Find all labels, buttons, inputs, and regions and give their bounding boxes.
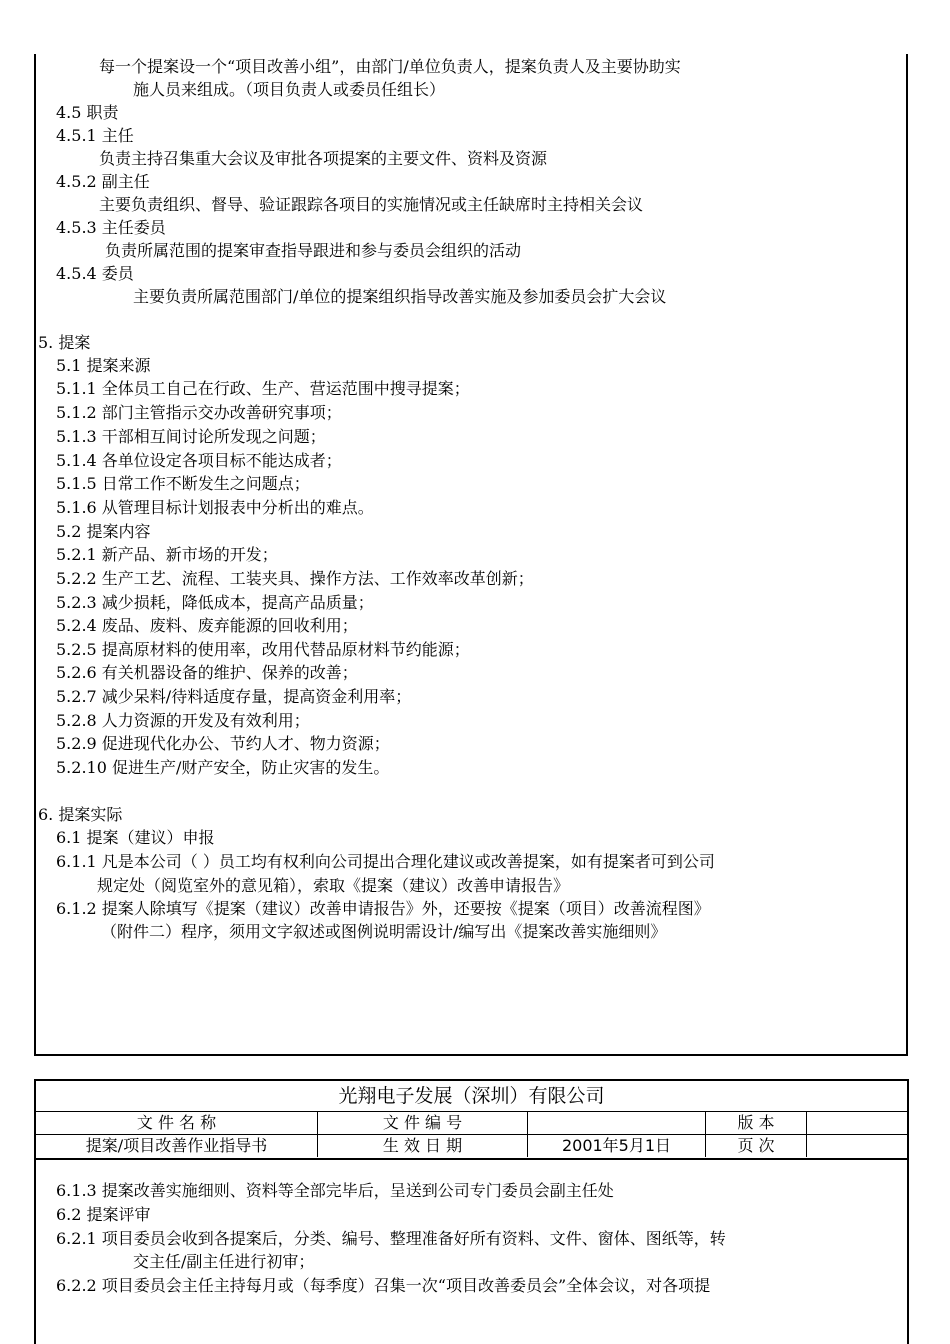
version-value [807,1112,907,1134]
list-item: 5.2.6 有关机器设备的维护、保养的改善； [56,663,358,682]
header-row [36,1112,907,1135]
list-item: 5.2.8 人力资源的开发及有效利用； [56,711,310,730]
section-heading: 6. 提案实际 [38,805,123,824]
list-item: 5.2.1 新产品、新市场的开发； [56,545,278,564]
list-item: 5.2.10 促进生产/财产安全，防止灾害的发生。 [56,758,390,777]
list-item: 5.1.1 全体员工自己在行政、生产、营运范围中搜寻提案； [56,379,470,398]
subsection-heading: 4.5.4 委员 [56,264,134,283]
text-line: 6.2.1 项目委员会收到各提案后，分类、编号、整理准备好所有资料、文件、窗体、图纸等，转 [56,1229,726,1248]
list-item: 5.1.5 日常工作不断发生之问题点； [56,474,310,493]
text-line: （附件二）程序，须用文字叙述或图例说明需设计/编写出《提案改善实施细则》 [101,922,667,941]
text-line: 规定处（阅览室外的意见箱），索取《提案（建议）改善申请报告》 [97,876,570,895]
text-line: 每一个提案设一个“项目改善小组”，由部门/单位负责人，提案负责人及主要协助实 [99,57,681,76]
subsection-heading: 4.5.3 主任委员 [56,218,166,237]
page-value [807,1135,907,1157]
text-line: 负责主持召集重大会议及审批各项提案的主要文件、资料及资源 [99,149,548,168]
subsection-heading: 4.5.1 主任 [56,126,134,145]
list-item: 5.2.4 废品、废料、废弃能源的回收利用； [56,616,358,635]
text-line: 负责所属范围的提案审查指导跟进和参与委员会组织的活动 [105,241,522,260]
text-line: 施人员来组成。（项目负责人或委员任组长） [133,80,446,99]
list-item: 5.1.6 从管理目标计划报表中分析出的难点。 [56,498,374,517]
list-item: 5.2.5 提高原材料的使用率，改用代替品原材料节约能源； [56,640,470,659]
version-label: 版 本 [706,1112,807,1134]
list-item: 5.1.3 干部相互间讨论所发现之问题； [56,427,326,446]
file-no-label: 文 件 编 号 [318,1112,528,1134]
section-heading: 5. 提案 [38,333,91,352]
effective-date-value: 2001年5月1日 [528,1135,706,1157]
subsection-heading: 5.1 提案来源 [56,356,151,375]
subsection-heading: 4.5.2 副主任 [56,172,150,191]
list-item: 5.2.3 减少损耗，降低成本，提高产品质量； [56,593,374,612]
subsection-heading: 6.2 提案评审 [56,1205,151,1224]
text-line: 6.2.2 项目委员会主任主持每月或（每季度）召集一次“项目改善委员会”全体会议，对各项提 [56,1276,711,1295]
text-line: 6.1.1 凡是本公司（ ）员工均有权利向公司提出合理化建议或改善提案，如有提案者可到公司 [56,852,715,871]
document-header [34,1079,909,1344]
list-item: 5.2.7 减少呆料/待料适度存量，提高资金利用率； [56,687,412,706]
text-line: 6.1.3 提案改善实施细则、资料等全部完毕后，呈送到公司专门委员会副主任处 [56,1181,614,1200]
text-line: 6.1.2 提案人除填写《提案（建议）改善申请报告》外，还要按《提案（项目）改善流程图》 [56,899,710,918]
text-line: 交主任/副主任进行初审； [133,1252,315,1271]
file-no-value [528,1112,706,1134]
list-item: 5.1.4 各单位设定各项目标不能达成者； [56,451,342,470]
section-heading: 4.5 职责 [56,103,119,122]
file-name-value: 提案/项目改善作业指导书 [36,1135,318,1157]
subsection-heading: 5.2 提案内容 [56,522,151,541]
header-row [36,1135,907,1157]
list-item: 5.1.2 部门主管指示交办改善研究事项； [56,403,342,422]
subsection-heading: 6.1 提案（建议）申报 [56,828,215,847]
file-name-label: 文 件 名 称 [36,1112,318,1134]
text-line: 主要负责所属范围部门/单位的提案组织指导改善实施及参加委员会扩大会议 [133,287,667,306]
text-line: 主要负责组织、督导、验证跟踪各项目的实施情况或主任缺席时主持相关会议 [99,195,644,214]
company-name: 光翔电子发展（深圳）有限公司 [36,1081,907,1112]
page-label: 页 次 [706,1135,807,1157]
effective-date-label: 生 效 日 期 [318,1135,528,1157]
header-divider [36,1158,907,1160]
list-item: 5.2.2 生产工艺、流程、工装夹具、操作方法、工作效率改革创新； [56,569,534,588]
list-item: 5.2.9 促进现代化办公、节约人才、物力资源； [56,734,390,753]
